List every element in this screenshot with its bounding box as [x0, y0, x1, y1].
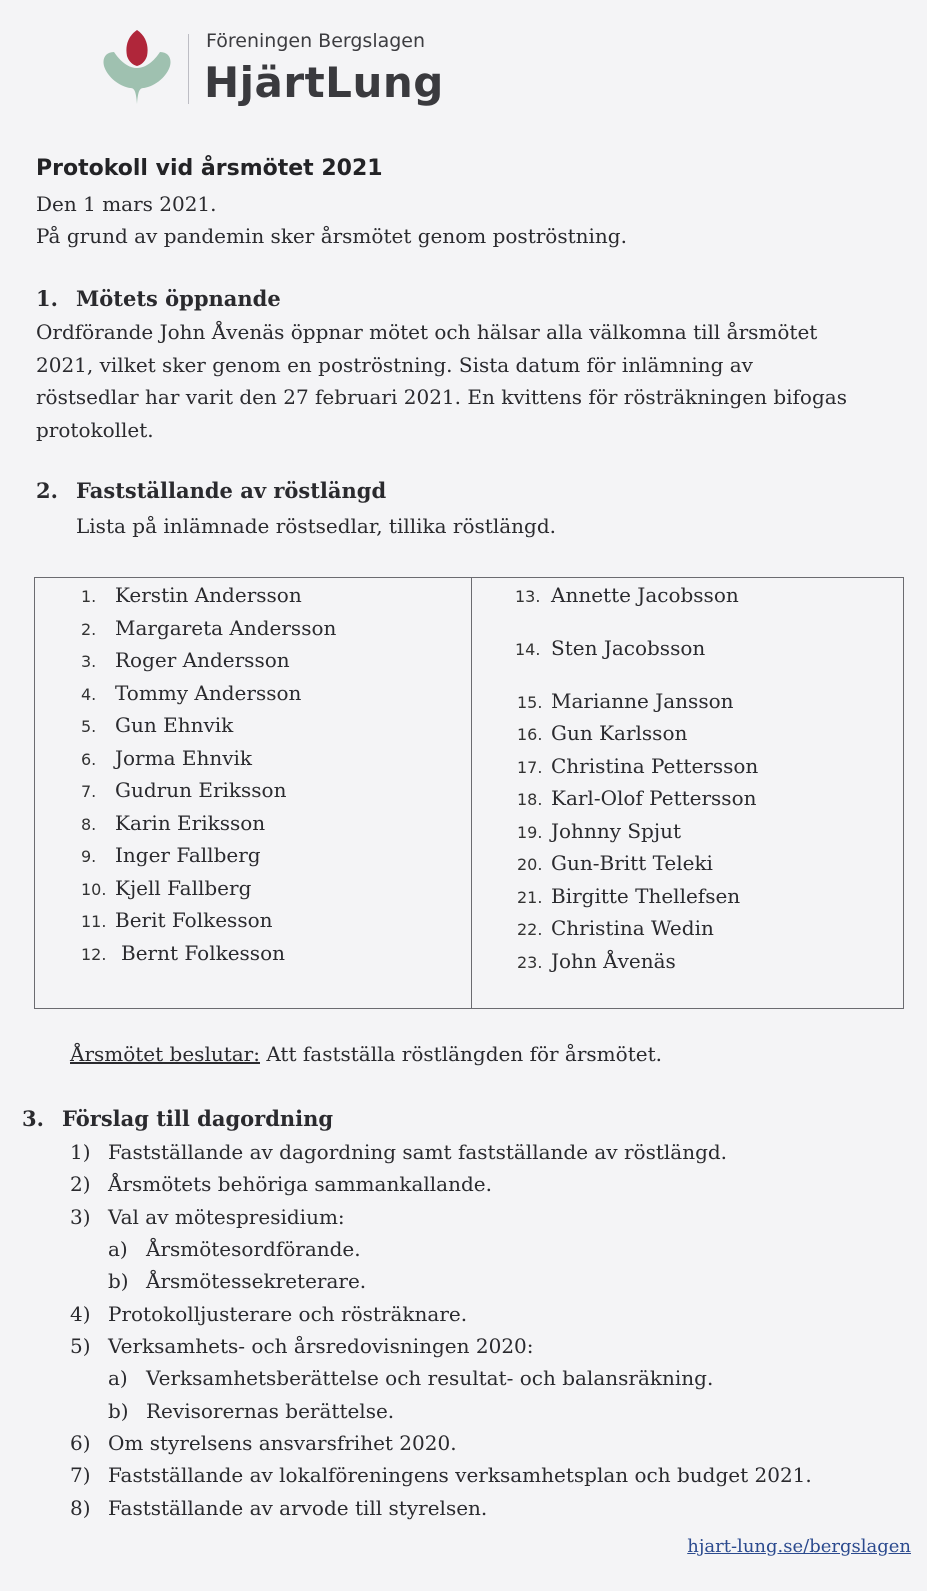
- section-1-heading: [36, 286, 281, 311]
- agenda-subitem: b) Revisorernas berättelse.: [108, 1399, 395, 1423]
- voter-row: 19. Johnny Spjut: [517, 819, 681, 843]
- date-line: Den 1 mars 2021.: [36, 192, 217, 216]
- voter-row: 22. Christina Wedin: [517, 916, 714, 940]
- agenda-item: 7) Fastställande av lokalföreningens verksamhetsplan och budget 2021.: [70, 1463, 812, 1487]
- voter-row: 18. Karl-Olof Pettersson: [517, 786, 757, 810]
- agenda-item: 8) Fastställande av arvode till styrelsen.: [70, 1496, 488, 1520]
- voter-row: 6. Jorma Ehnvik: [81, 746, 253, 770]
- section-1-line: 2021, vilket sker genom en poströstning. Sista datum för inlämning av: [36, 352, 753, 377]
- agenda-subitem: a) Verksamhetsberättelse och resultat- och balansräkning.: [108, 1366, 714, 1390]
- voter-row: 9. Inger Fallberg: [81, 843, 261, 867]
- voter-row: 3. Roger Andersson: [81, 648, 290, 672]
- voter-row: 23. John Åvenäs: [517, 949, 676, 973]
- voter-row: 5. Gun Ehnvik: [81, 713, 234, 737]
- voter-row: 12. Bernt Folkesson: [81, 941, 285, 965]
- document-title: Protokoll vid årsmötet 2021: [36, 156, 383, 181]
- agenda-subitem: a) Årsmötesordförande.: [108, 1237, 361, 1261]
- section-1-line: protokollet.: [36, 417, 154, 442]
- tulip-heart-logo-icon: [100, 28, 174, 108]
- agenda-item: 2) Årsmötets behöriga sammankallande.: [70, 1172, 492, 1196]
- section-3-heading: [22, 1106, 333, 1131]
- organization-subtitle: Föreningen Bergslagen: [206, 30, 426, 52]
- voter-row: 2. Margareta Andersson: [81, 616, 337, 640]
- voter-row: 13. Annette Jacobsson: [515, 583, 739, 607]
- footer-website-link[interactable]: hjart-lung.se/bergslagen: [687, 1536, 911, 1557]
- section-1-paragraph: [36, 316, 906, 446]
- agenda-item: 6) Om styrelsens ansvarsfrihet 2020.: [70, 1431, 457, 1455]
- voter-row: 8. Karin Eriksson: [81, 811, 266, 835]
- agenda-item: 3) Val av mötespresidium:: [70, 1205, 345, 1229]
- decision-label: Årsmötet beslutar:: [70, 1042, 260, 1066]
- section-1-line: Ordförande John Åvenäs öppnar mötet och hälsar alla välkomna till årsmötet: [36, 320, 818, 344]
- section-3-number: 3.: [22, 1106, 44, 1131]
- decision-text: Att fastställa röstlängden för årsmötet.: [259, 1042, 662, 1066]
- table-column-divider: [471, 578, 472, 1008]
- section-1-line: röstsedlar har varit den 27 februari 2021. En kvittens för rösträkningen bifogas: [36, 385, 847, 409]
- logo-divider: [188, 34, 189, 104]
- voter-table: [34, 577, 904, 1009]
- intro-line: På grund av pandemin sker årsmötet genom poströstning.: [36, 224, 627, 248]
- section-1-number: 1.: [36, 286, 58, 311]
- voter-row: 17. Christina Pettersson: [517, 754, 759, 778]
- section-2-decision: [70, 1042, 662, 1066]
- agenda-item: 1) Fastställande av dagordning samt fastställande av röstlängd.: [70, 1140, 728, 1164]
- organization-name: HjärtLung: [204, 58, 444, 107]
- section-2-heading: [36, 478, 386, 503]
- section-1-title: Mötets öppnande: [76, 286, 281, 311]
- agenda-subitem: b) Årsmötessekreterare.: [108, 1269, 367, 1293]
- voter-row: 21. Birgitte Thellefsen: [517, 884, 741, 908]
- section-2-subtext: Lista på inlämnade röstsedlar, tillika röstlängd.: [76, 514, 556, 538]
- section-2-number: 2.: [36, 478, 58, 503]
- voter-row: 14. Sten Jacobsson: [515, 636, 706, 660]
- voter-row: 16. Gun Karlsson: [517, 721, 688, 745]
- voter-row: 15. Marianne Jansson: [517, 689, 734, 713]
- voter-row: 20. Gun-Britt Teleki: [517, 851, 713, 875]
- voter-row: 1. Kerstin Andersson: [81, 583, 302, 607]
- section-2-title: Fastställande av röstlängd: [76, 478, 387, 503]
- voter-row: 11. Berit Folkesson: [81, 908, 273, 932]
- voter-row: 10. Kjell Fallberg: [81, 876, 252, 900]
- voter-row: 4. Tommy Andersson: [81, 681, 302, 705]
- section-3-title: Förslag till dagordning: [62, 1106, 334, 1131]
- agenda-item: 4) Protokolljusterare och rösträknare.: [70, 1302, 468, 1326]
- agenda-item: 5) Verksamhets- och årsredovisningen 2020:: [70, 1334, 534, 1358]
- voter-row: 7. Gudrun Eriksson: [81, 778, 287, 802]
